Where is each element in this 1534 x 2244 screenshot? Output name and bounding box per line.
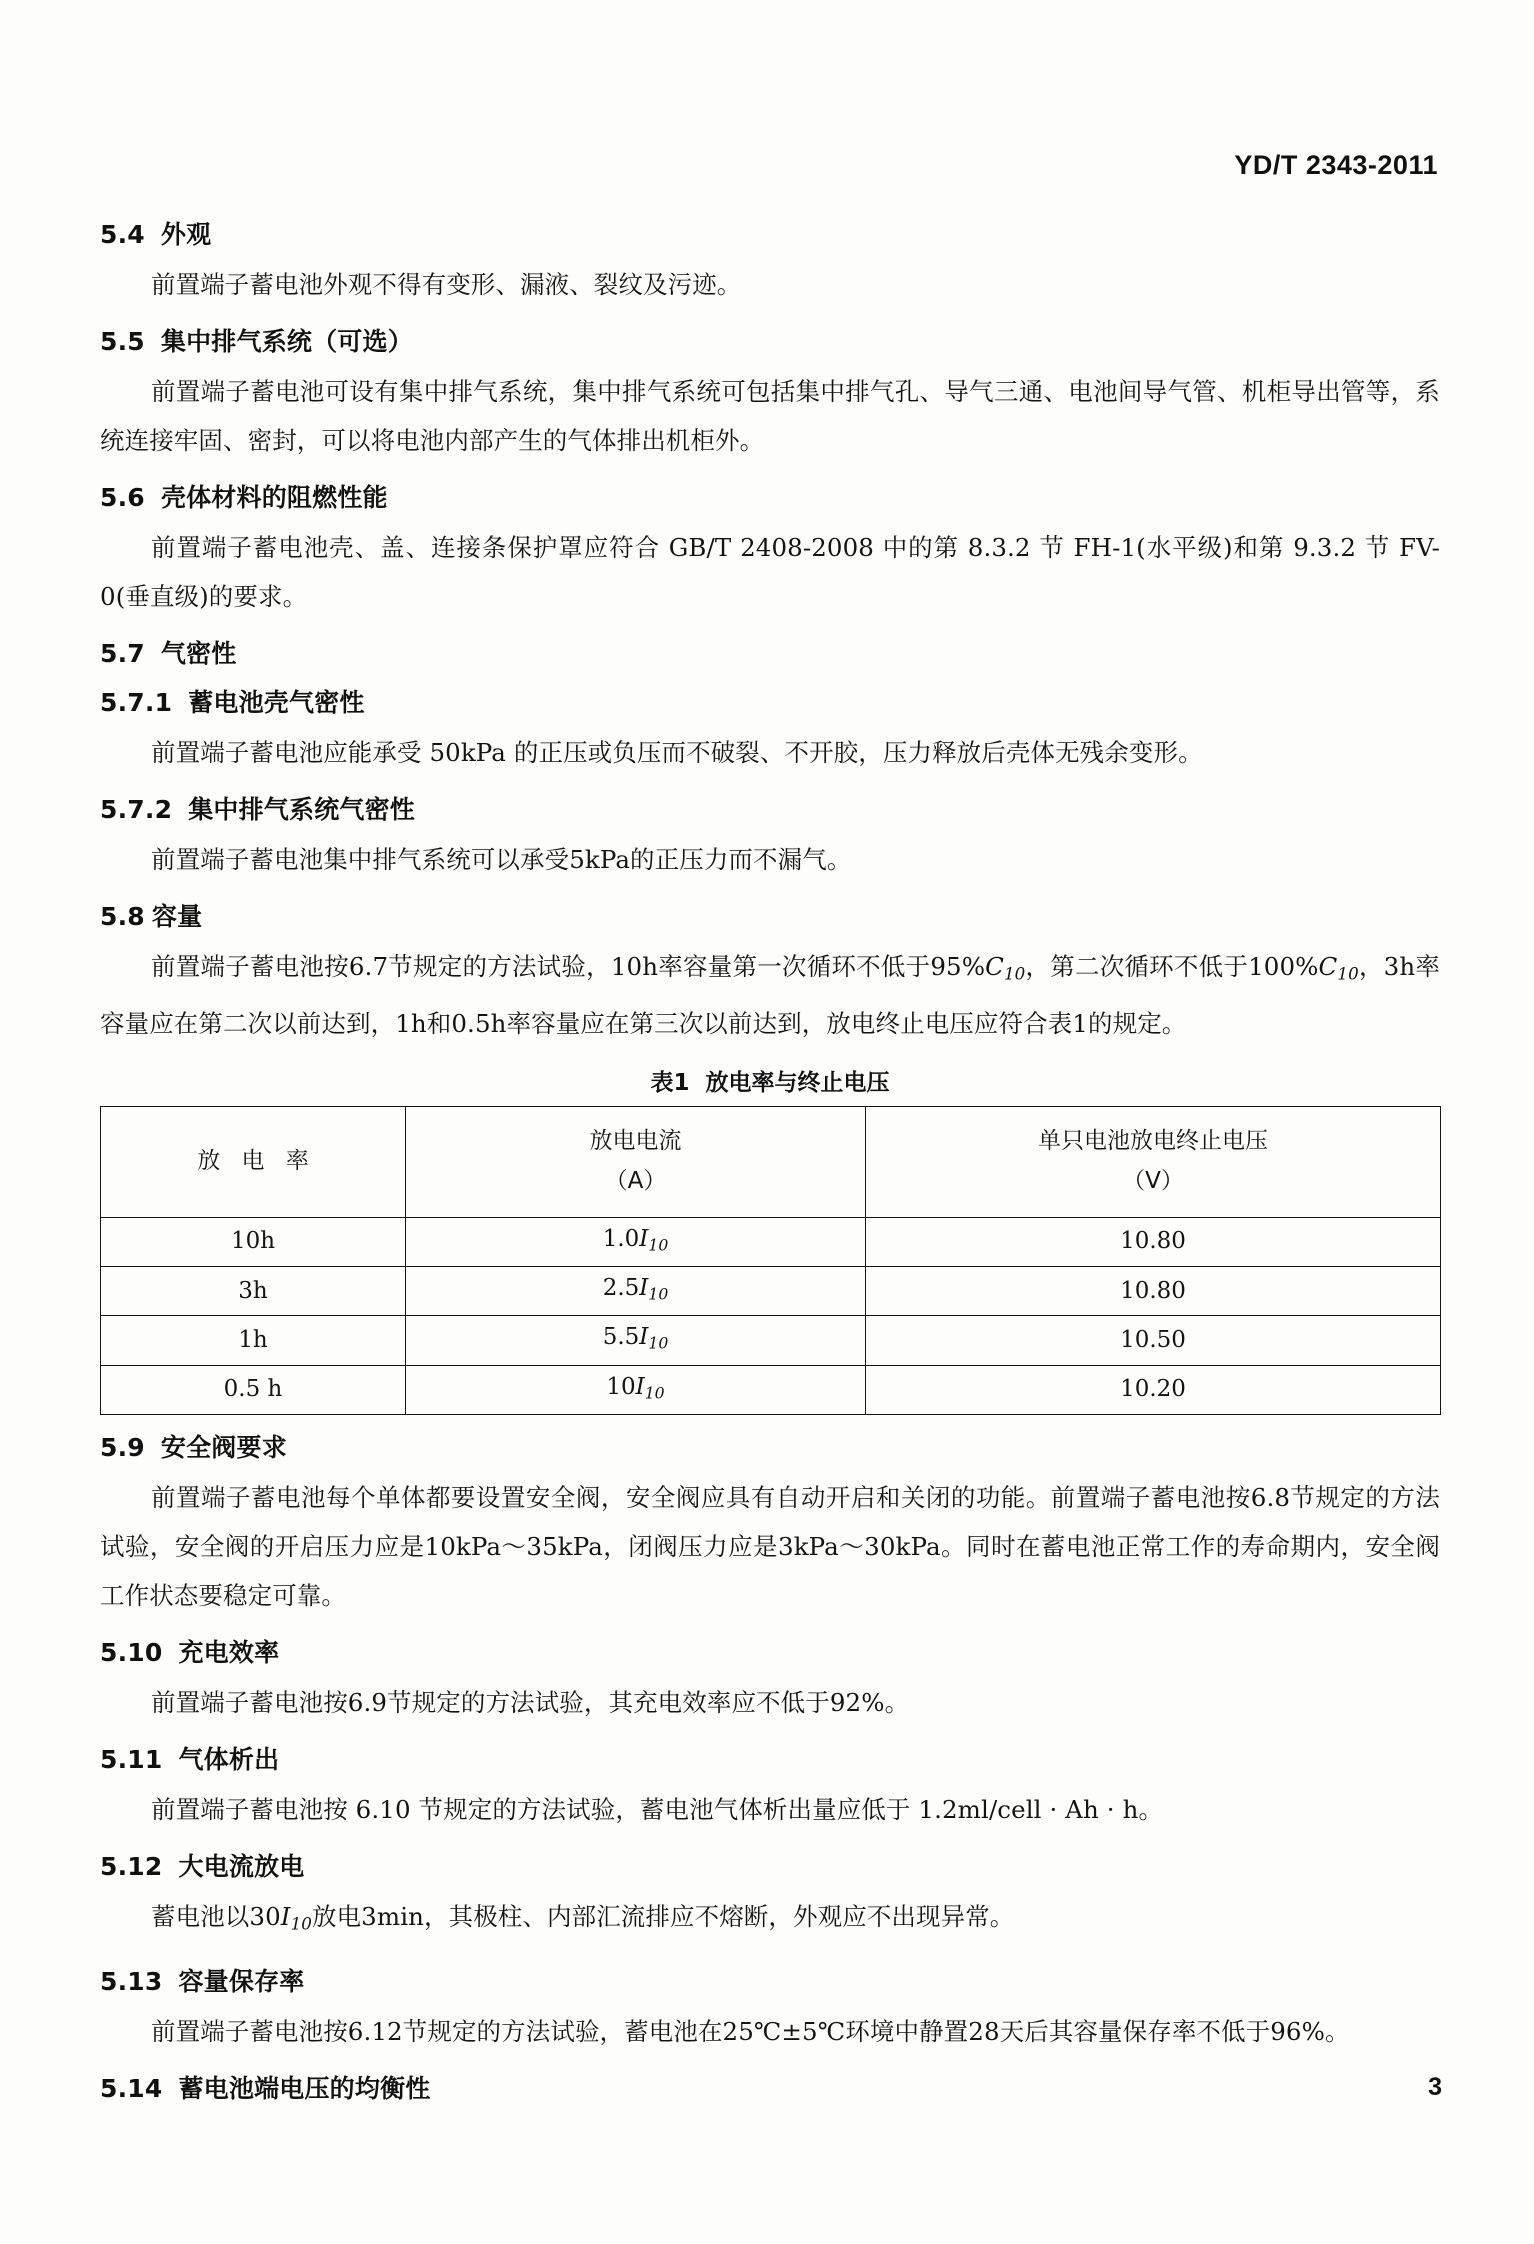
- table-header-discharge-current-line1: 放电电流: [589, 1127, 682, 1154]
- table-header-discharge-current: [406, 1106, 866, 1217]
- heading-5-14: [100, 2069, 1440, 2105]
- cell-current: [406, 1217, 866, 1266]
- paragraph-5-8-part1: 前置端子蓄电池按6.7节规定的方法试验，10h率容量第一次循环不低于95%: [151, 952, 986, 981]
- heading-5-4: [100, 215, 1440, 251]
- cell-current-coefficient: 5.5: [602, 1324, 640, 1351]
- cell-current-coefficient: 1.0: [602, 1225, 640, 1252]
- heading-5-8-number: 5.8: [100, 902, 145, 931]
- cell-current-symbol-subscript: 10: [648, 1235, 669, 1255]
- heading-5-11: [100, 1740, 1440, 1776]
- paragraph-5-12: [100, 1892, 1440, 1949]
- cell-current-symbol: [635, 1373, 665, 1403]
- cell-rate: 10h: [101, 1217, 406, 1266]
- symbol-c10-first-subscript: 10: [1003, 964, 1026, 984]
- paragraph-5-10: 前置端子蓄电池按6.9节规定的方法试验，其充电效率应不低于92%。: [151, 1688, 910, 1718]
- table-discharge-rate-cutoff-voltage: [100, 1106, 1441, 1416]
- paragraph-5-7-1: 前置端子蓄电池应能承受 50kPa 的正压或负压而不破裂、不开胶，压力释放后壳体无残余变形。: [151, 738, 1203, 767]
- page-content: [100, 150, 1440, 2114]
- paragraph-5-8-part2: ，第二次循环不低于100%: [1025, 952, 1319, 981]
- paragraph-5-7-2: 前置端子蓄电池集中排气系统可以承受5kPa的正压力而不漏气。: [151, 845, 852, 874]
- table-header-discharge-current-unit: （A）: [604, 1167, 667, 1194]
- cell-current-symbol-base: I: [639, 1225, 649, 1252]
- heading-5-6-title: 壳体材料的阻燃性能: [160, 483, 388, 512]
- cell-rate: 1h: [101, 1316, 406, 1365]
- heading-5-10-title: 充电效率: [178, 1638, 280, 1668]
- cell-current: [406, 1267, 866, 1316]
- symbol-c10-first-base: C: [985, 952, 1004, 981]
- paragraph-5-11: 前置端子蓄电池按 6.10 节规定的方法试验，蓄电池气体析出量应低于 1.2ml/cell · Ah · h。: [151, 1795, 1164, 1825]
- paragraph-5-6: 前置端子蓄电池壳、盖、连接条保护罩应符合 GB/T 2408-2008 中的第 8.3.2 节 FH-1(水平级)和第 9.3.2 节 FV-0(垂直级)的要求。: [100, 533, 1440, 611]
- heading-5-7-1-title: 蓄电池壳气密性: [188, 688, 365, 717]
- symbol-i10-base: I: [280, 1902, 291, 1932]
- paragraph-5-12-part1: 蓄电池以30: [151, 1902, 281, 1932]
- symbol-c10-second-base: C: [1318, 952, 1338, 981]
- heading-5-11-title: 气体析出: [178, 1745, 280, 1775]
- cell-current-symbol-subscript: 10: [644, 1383, 665, 1403]
- table-row: [101, 1365, 1441, 1414]
- heading-5-8-title: 容量: [151, 902, 203, 931]
- page-number: 3: [1428, 2073, 1442, 2101]
- paragraph-5-13: 前置端子蓄电池按6.12节规定的方法试验，蓄电池在25℃±5℃环境中静置28天后其容量保存率不低于96%。: [151, 2016, 1350, 2046]
- symbol-i10: [280, 1902, 312, 1934]
- heading-5-12: [100, 1847, 1440, 1883]
- cell-current: [406, 1365, 866, 1414]
- heading-5-7-2: [100, 790, 1440, 826]
- table-row: [101, 1217, 1441, 1266]
- cell-rate: 0.5 h: [101, 1365, 406, 1414]
- table-header-discharge-rate: 放 电 率: [101, 1106, 406, 1217]
- cell-current-symbol: [639, 1275, 669, 1304]
- heading-5-8: [100, 897, 1440, 933]
- cell-voltage: 10.80: [866, 1217, 1441, 1266]
- heading-5-9: [100, 1428, 1440, 1464]
- symbol-c10-first: [985, 952, 1026, 984]
- heading-5-5: [100, 322, 1440, 358]
- symbol-i10-subscript: 10: [290, 1914, 312, 1934]
- running-header-standard-code: YD/T 2343-2011: [1234, 150, 1438, 180]
- heading-5-14-number: 5.14: [100, 2073, 163, 2103]
- symbol-c10-second: [1318, 952, 1359, 984]
- paragraph-5-5: 前置端子蓄电池可设有集中排气系统，集中排气系统可包括集中排气孔、导气三通、电池间导气管、机柜导出管等，系统连接牢固、密封，可以将电池内部产生的气体排出机柜外。: [100, 377, 1440, 455]
- cell-voltage: 10.20: [866, 1365, 1441, 1414]
- cell-current-symbol: [639, 1225, 669, 1255]
- heading-5-7-1-number: 5.7.1: [100, 688, 173, 717]
- cell-rate: 3h: [101, 1267, 406, 1316]
- symbol-c10-second-subscript: 10: [1337, 964, 1359, 984]
- heading-5-7-title: 气密性: [160, 639, 237, 668]
- table-header-cutoff-voltage-line1: 单只电池放电终止电压: [1038, 1127, 1268, 1154]
- heading-5-10: [100, 1633, 1440, 1669]
- cell-current-symbol-subscript: 10: [648, 1333, 669, 1353]
- heading-5-12-number: 5.12: [100, 1852, 163, 1882]
- paragraph-5-8-part3: ，3h率容量应在第二次以前达到，1h和0.5h率容量应在第三次以前达到，放电终止电压应符合表1的规定。: [100, 952, 1440, 1038]
- paragraph-5-8: [100, 942, 1440, 1048]
- cell-current-coefficient: 10: [606, 1373, 636, 1400]
- table-row: [101, 1267, 1441, 1316]
- heading-5-7-number: 5.7: [100, 639, 145, 668]
- heading-5-5-title: 集中排气系统（可选）: [160, 327, 413, 356]
- cell-voltage: 10.50: [866, 1316, 1441, 1365]
- table-header-cutoff-voltage: [866, 1106, 1441, 1217]
- table-row: [101, 1316, 1441, 1365]
- heading-5-13-title: 容量保存率: [178, 1966, 305, 1996]
- heading-5-9-number: 5.9: [100, 1433, 145, 1463]
- heading-5-7-2-title: 集中排气系统气密性: [188, 795, 415, 824]
- heading-5-12-title: 大电流放电: [178, 1852, 305, 1882]
- heading-5-7-1: [100, 683, 1440, 719]
- paragraph-5-4: 前置端子蓄电池外观不得有变形、漏液、裂纹及污迹。: [151, 270, 742, 299]
- cell-current-symbol-base: I: [639, 1324, 649, 1351]
- heading-5-4-title: 外观: [160, 220, 212, 249]
- cell-voltage: 10.80: [866, 1267, 1441, 1316]
- cell-current-symbol-base: I: [635, 1373, 645, 1400]
- table-1-caption-label: 表1: [650, 1069, 690, 1096]
- table-1-caption: [100, 1064, 1440, 1097]
- heading-5-14-title: 蓄电池端电压的均衡性: [178, 2073, 431, 2103]
- heading-5-4-number: 5.4: [100, 220, 145, 249]
- cell-current-symbol-subscript: 10: [648, 1284, 669, 1304]
- cell-current-symbol-base: I: [639, 1275, 649, 1302]
- heading-5-13: [100, 1962, 1440, 1998]
- heading-5-7: [100, 634, 1440, 670]
- heading-5-13-number: 5.13: [100, 1966, 163, 1996]
- cell-current: [406, 1316, 866, 1365]
- heading-5-10-number: 5.10: [100, 1638, 163, 1668]
- heading-5-7-2-number: 5.7.2: [100, 795, 173, 824]
- cell-current-coefficient: 2.5: [602, 1275, 640, 1302]
- heading-5-5-number: 5.5: [100, 327, 145, 356]
- paragraph-5-9: 前置端子蓄电池每个单体都要设置安全阀，安全阀应具有自动开启和关闭的功能。前置端子蓄电池按6.8节规定的方法试验，安全阀的开启压力应是10kPa～35kPa，闭阀压力应是3kPa～30kPa。同时在蓄电池正常工作的寿命期内，安全阀工作状态要稳定可靠。: [100, 1483, 1440, 1611]
- cell-current-symbol: [639, 1324, 669, 1353]
- table-header-row: [101, 1106, 1441, 1217]
- table-header-cutoff-voltage-unit: （V）: [1122, 1167, 1184, 1194]
- table-1-caption-title: 放电率与终止电压: [705, 1069, 890, 1096]
- heading-5-6-number: 5.6: [100, 483, 145, 512]
- heading-5-6: [100, 478, 1440, 514]
- heading-5-9-title: 安全阀要求: [160, 1433, 287, 1463]
- heading-5-11-number: 5.11: [100, 1745, 163, 1775]
- paragraph-5-12-part2: 放电3min，其极柱、内部汇流排应不熔断，外观应不出现异常。: [311, 1902, 1015, 1932]
